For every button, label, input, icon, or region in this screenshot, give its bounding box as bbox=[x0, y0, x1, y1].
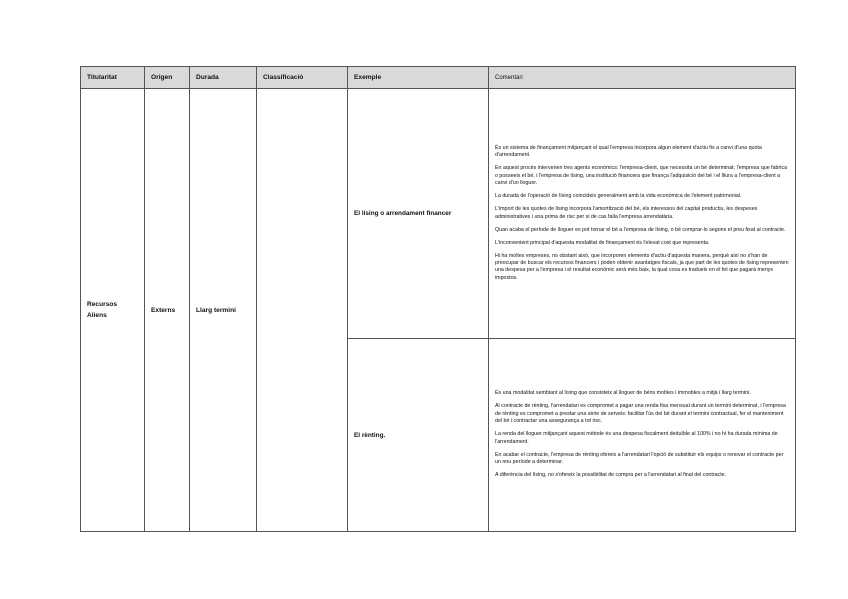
comment-paragraph: És una modalitat semblant al lísing que consisteix al lloguer de béns mobles i immobles a mitjà i llarg termini. bbox=[495, 390, 751, 397]
header-row bbox=[81, 67, 796, 89]
comment-paragraph: A diferència del lísing, no s'ofereix la possibilitat de compra per a l'arrendatari al final del contracte. bbox=[495, 472, 727, 479]
comment-paragraph: L'import de les quotes de lísing incorpora l'amortització del bé, els interessos del capital productiu, les despeses administratives i una prima de risc per si de cas falla l'empresa arrendatària. bbox=[495, 206, 758, 220]
cell-durada: Llarg termini bbox=[190, 89, 257, 532]
table-row bbox=[81, 89, 796, 339]
comment-paragraph: És un sistema de finançament mitjançant el qual l'empresa incorpora algun element d'actiu fix a canvi d'una quota d'arrendament. bbox=[495, 144, 762, 159]
header-origen: Origen bbox=[145, 67, 190, 89]
header-comentari: Comentari bbox=[489, 67, 796, 89]
comment-paragraph: Al contracte de rènting, l'arrendatari es compromet a pagar una renda fixa mensual durant un termini determinat, i l'empresa de rènting es compromet a prestar una sèrie de serveis: facilitar l'ús del bé durant el termini contractual, fer el manteniment del bé i contractar una assegurança a tot risc. bbox=[495, 403, 786, 425]
financing-table bbox=[80, 66, 796, 532]
header-durada: Durada bbox=[190, 67, 257, 89]
comment-renting bbox=[489, 339, 796, 532]
header-classificacio: Classificació bbox=[257, 67, 348, 89]
example-lising: El lísing o arrendament financer bbox=[348, 89, 489, 339]
comment-paragraph: Quan acaba el període de lloguer es pot tornar el bé a l'empresa de lísing, o bé comprar-lo segons el preu fixat al contracte. bbox=[495, 226, 786, 233]
cell-origen: Externs bbox=[145, 89, 190, 532]
comment-lising bbox=[489, 89, 796, 339]
header-titularitat: Titularitat bbox=[81, 67, 145, 89]
comment-paragraph: La durada de l'operació de lísing coincideix generalment amb la vida econòmica de l'element patrimonial. bbox=[495, 193, 742, 200]
comment-paragraph: La renda del lloguer mitjançant aquest mètode és una despesa fiscalment deduïble al 100% i no hi ha durada mínima de l'arrendament. bbox=[495, 431, 778, 445]
cell-titularitat: Recursos Aliens bbox=[81, 89, 145, 532]
comment-paragraph: En acabar el contracte, l'empresa de rènting ofereix a l'arrendatari l'opció de substituir els equips o renovar el contracte per un nou període a determinar. bbox=[495, 451, 784, 466]
header-exemple: Exemple bbox=[348, 67, 489, 89]
comment-paragraph: L'inconvenient principal d'aquesta modalitat de finançament és l'elevat cost que representa. bbox=[495, 239, 710, 246]
example-renting: El rènting. bbox=[348, 339, 489, 532]
comment-paragraph: Hi ha moltes empreses, no obstant això, que incorporen elements d'actiu d'aquesta manera, perquè així no s'han de preocupar de buscar els recursos financers i poden obtenir avantatges fiscals, ja que part de les quotes de lísing representen una despesa per a l'empresa i el resultat econòmic serà més baix, la qual cosa es tradueix en el fet que pagarà menys impostos. bbox=[495, 252, 789, 281]
cell-classificacio bbox=[257, 89, 348, 532]
comment-paragraph: En aquest procés intervenen tres agents econòmics: l'empresa-client, que necessita un bé determinat; l'empresa que fabrica o posseeix el bé, i l'empresa de lísing, una institució financera que finança l'adquisició del bé i el lliura a l'empresa-client a canvi d'un lloguer. bbox=[495, 165, 788, 187]
